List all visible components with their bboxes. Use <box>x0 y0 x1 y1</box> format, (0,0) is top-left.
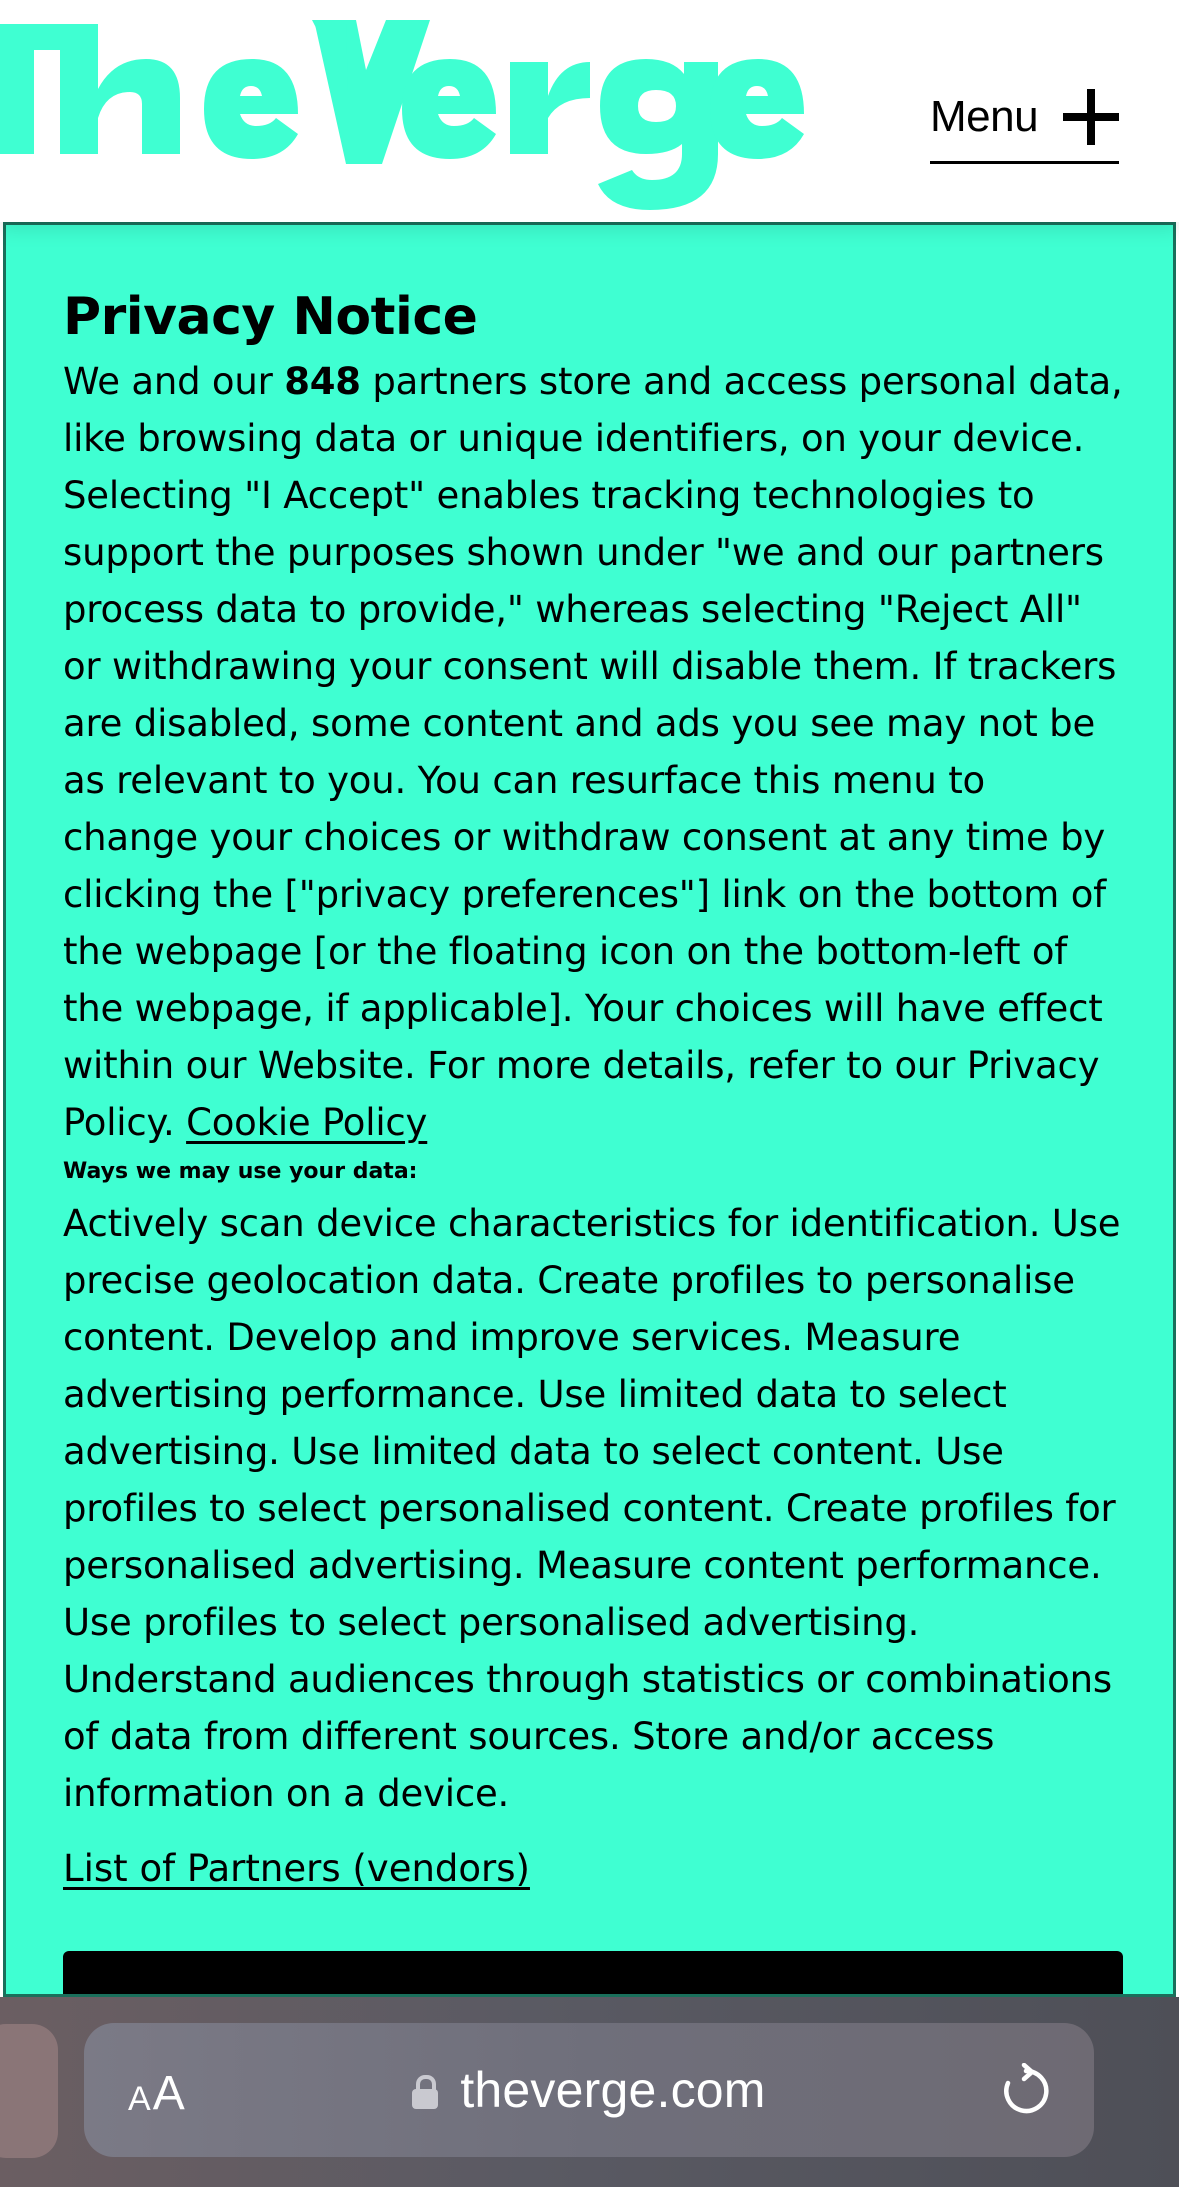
cookie-policy-link[interactable]: Cookie Policy <box>186 1101 428 1144</box>
site-header <box>0 0 1179 222</box>
intro-text-start: We and our <box>63 360 285 403</box>
privacy-content <box>63 287 1123 1894</box>
menu-button[interactable] <box>930 78 1119 164</box>
url-text: theverge.com <box>460 2062 766 2118</box>
reload-icon[interactable] <box>998 2063 1054 2119</box>
intro-text-end: partners store and access personal data, like browsing data or unique identifiers, on your device. Selecting "I Accept" enables tracking technologies to support the purposes shown under "we and our partners process data to provide," whereas selecting "Reject All" or withdrawing your consent will disable them. If trackers are disabled, some content and ads you see may not be as relevant to you. You can resurface this menu to change your choices or withdraw consent at any time by clicking the ["privacy preferences"] link on the bottom of the webpage [or the floating icon on the bottom-left of the webpage, if applicable]. Your choices will have effect within our Website. For more details, refer to our Privacy Policy. <box>63 360 1123 1144</box>
consent-button[interactable] <box>63 1951 1123 1997</box>
partners-list-link[interactable]: List of Partners (vendors) <box>63 1847 530 1890</box>
browser-toolbar <box>0 1997 1179 2187</box>
text-size-small-glyph: A <box>128 2080 151 2118</box>
previous-tab[interactable] <box>0 2024 58 2158</box>
privacy-description <box>63 353 1123 1151</box>
privacy-title: Privacy Notice <box>63 287 478 347</box>
text-size-large-glyph: A <box>152 2067 185 2120</box>
address-bar[interactable] <box>84 2023 1094 2157</box>
plus-icon <box>1063 89 1119 145</box>
privacy-notice-panel <box>3 222 1176 1997</box>
ways-label: Ways we may use your data: <box>63 1159 418 1184</box>
url-display[interactable] <box>84 2057 1094 2123</box>
the-verge-logo[interactable] <box>0 14 804 214</box>
purposes-text: Actively scan device characteristics for identification. Use precise geolocation data. Create profiles to personalise content. Develop and improve services. Measure advertising performance. Use limited data to select advertising. Use limited data to select content. Use profiles to select personalised content. Create profiles for personalised advertising. Measure content performance. Use profiles to select personalised advertising. Understand audiences through statistics or combinations of data from different sources. Store and/or access information on a device. <box>63 1202 1121 1815</box>
partner-count: 848 <box>284 360 361 403</box>
lock-icon <box>412 2075 438 2109</box>
menu-label: Menu <box>930 91 1039 141</box>
